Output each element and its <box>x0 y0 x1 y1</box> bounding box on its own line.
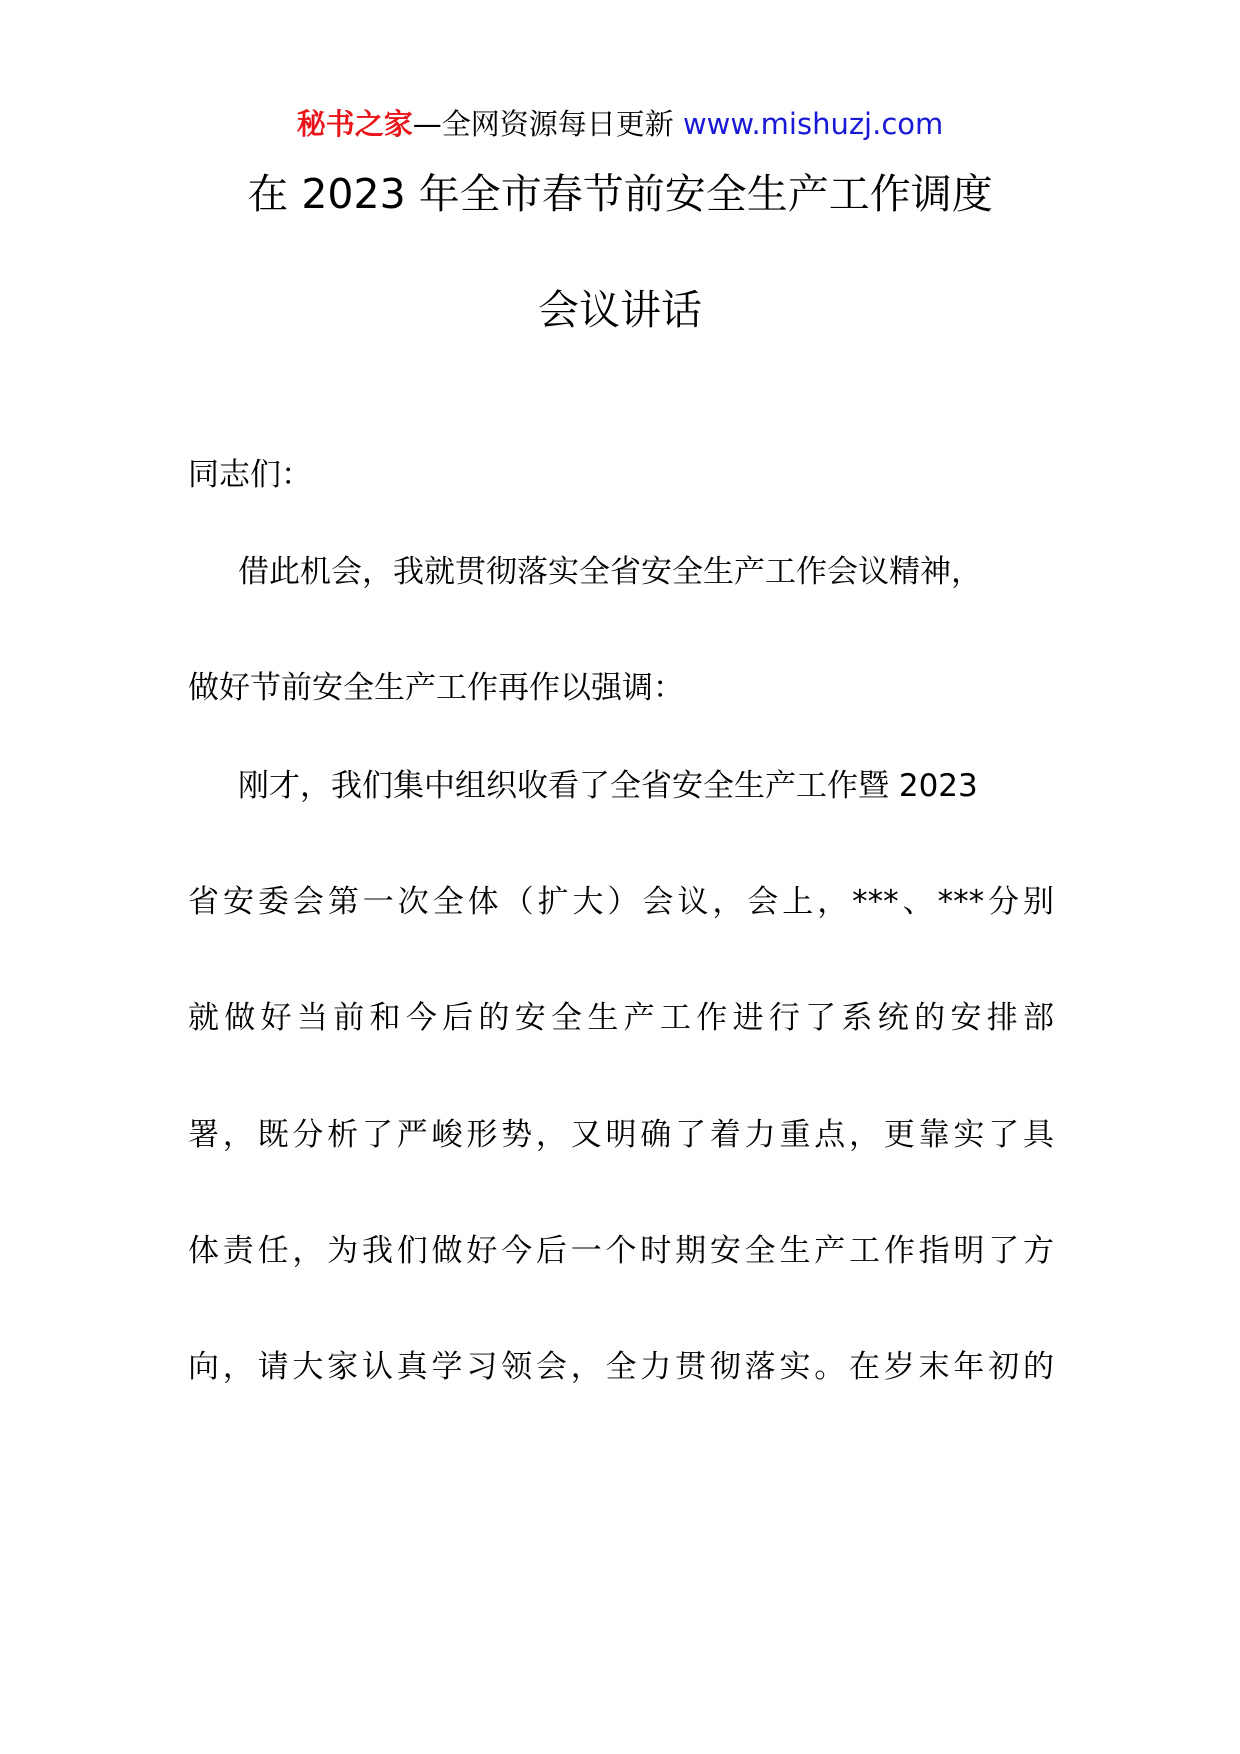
body-line-4: 省安委会第一次全体（扩大）会议，会上，***、***分别 <box>188 884 1054 920</box>
brand-name: 秘书之家 <box>296 107 413 141</box>
body-line-6: 署，既分析了严峻形势，又明确了着力重点，更靠实了具 <box>188 1117 1054 1153</box>
body-line-3: 刚才，我们集中组织收看了全省安全生产工作暨 2023 <box>238 768 978 804</box>
site-header <box>0 104 1240 144</box>
site-url[interactable]: www.mishuzj.com <box>682 107 944 141</box>
document-title-line-1: 在 2023 年全市春节前安全生产工作调度 <box>247 170 993 218</box>
header-tagline: —全网资源每日更新 <box>412 107 674 141</box>
salutation: 同志们： <box>188 457 312 493</box>
document-title-line-2: 会议讲话 <box>538 286 702 334</box>
body-line-8: 向，请大家认真学习领会，全力贯彻落实。在岁末年初的 <box>188 1349 1054 1385</box>
body-line-2: 做好节前安全生产工作再作以强调： <box>188 670 684 706</box>
body-line-5: 就做好当前和今后的安全生产工作进行了系统的安排部 <box>188 1000 1054 1036</box>
body-line-7: 体责任，为我们做好今后一个时期安全生产工作指明了方 <box>188 1233 1054 1269</box>
body-line-1: 借此机会，我就贯彻落实全省安全生产工作会议精神， <box>238 554 982 590</box>
